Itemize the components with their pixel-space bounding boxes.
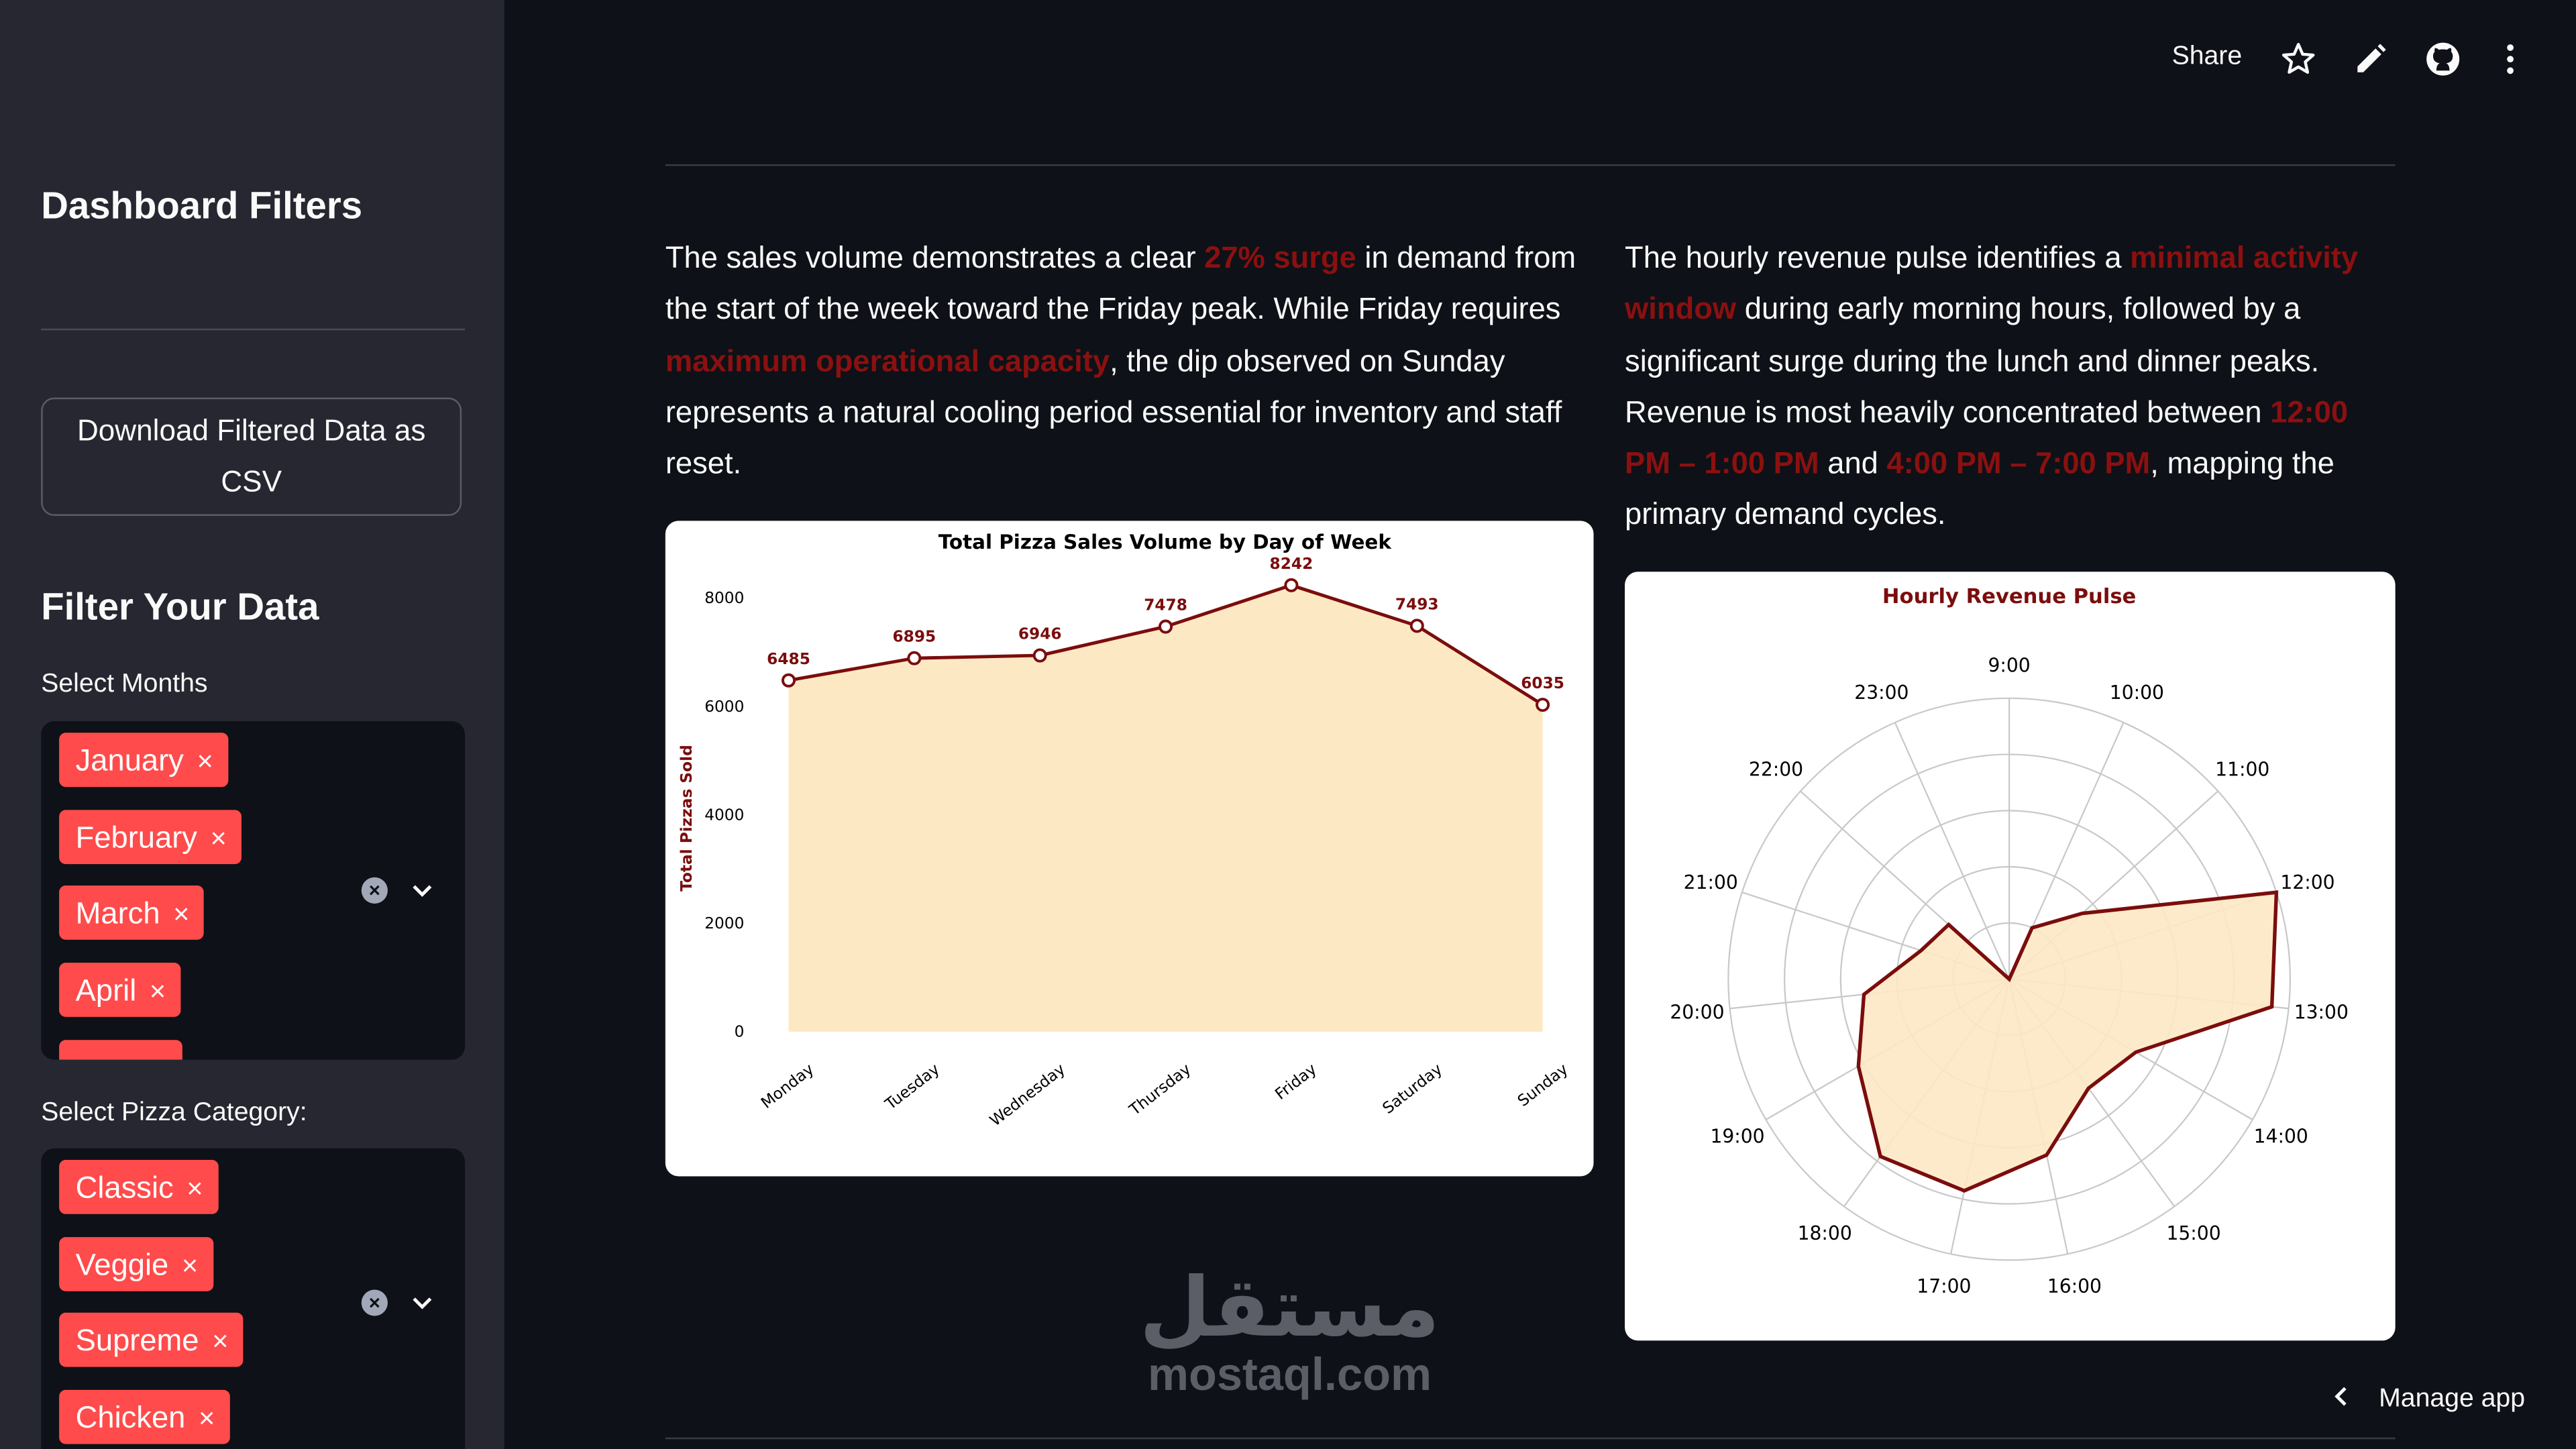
hour-label: 21:00 [1683, 871, 1738, 894]
chip-label: Supreme [75, 1322, 199, 1357]
months-multiselect[interactable] [41, 721, 465, 1059]
month-chip-march[interactable] [59, 885, 204, 940]
text-segment: The sales volume demonstrates a clear [665, 239, 1205, 274]
manage-app-label: Manage app [2379, 1385, 2526, 1413]
edit-icon[interactable] [2351, 40, 2391, 79]
hour-label: 22:00 [1748, 758, 1804, 781]
y-tick-label: 0 [734, 1022, 745, 1041]
x-tick-label: Saturday [1379, 1060, 1446, 1118]
month-chip-january[interactable] [59, 733, 228, 787]
chip-label: Veggie [75, 1246, 169, 1282]
x-tick-label: Sunday [1514, 1060, 1572, 1111]
y-axis-label: Total Pizzas Sold [678, 745, 696, 892]
sales-by-day-chart [665, 521, 1594, 1176]
y-tick-label: 4000 [704, 806, 745, 824]
watermark-arabic: مستقل [1139, 1260, 1440, 1356]
text-segment: and [1819, 445, 1887, 480]
watermark-latin: mostaql.com [1147, 1348, 1432, 1400]
x-tick-label: Wednesday [986, 1060, 1069, 1130]
data-point [1411, 620, 1423, 631]
month-chip-partial[interactable] [59, 1040, 182, 1059]
text-segment: , the dip observed on Sunday represents a natural cooling period essential for inventory and staff reset. [665, 342, 1562, 480]
data-label: 6035 [1521, 674, 1564, 693]
hour-label: 20:00 [1670, 1001, 1725, 1024]
share-button[interactable]: Share [2171, 42, 2243, 71]
top-divider [665, 164, 2396, 166]
hour-label: 13:00 [2294, 1001, 2349, 1024]
hour-label: 12:00 [2280, 871, 2335, 894]
manage-app-button[interactable] [2330, 1385, 2525, 1415]
text-segment: during early morning hours, followed by a significant surge during the lunch and dinner peaks. Revenue is most heavily concentrated between [1625, 291, 2320, 429]
hourly-revenue-chart [1625, 572, 2396, 1340]
remove-chip-icon[interactable]: × [181, 1250, 199, 1282]
download-button-label-line1: Download Filtered Data as [76, 414, 426, 447]
watermark [1134, 1260, 1446, 1400]
hour-label: 14:00 [2253, 1125, 2308, 1148]
filter-heading: Filter Your Data [41, 584, 319, 628]
hour-label: 9:00 [1988, 654, 2031, 677]
revenue-series-shape [1858, 892, 2276, 1191]
hour-label: 16:00 [2047, 1275, 2102, 1297]
series-area [789, 585, 1543, 1032]
chip-label: April [75, 972, 137, 1008]
hour-label: 10:00 [2109, 682, 2164, 704]
category-chip-veggie[interactable] [59, 1237, 213, 1291]
download-button-label-line2: CSV [221, 465, 282, 498]
data-point [783, 675, 794, 686]
data-point [908, 653, 920, 664]
hour-label: 19:00 [1710, 1125, 1765, 1148]
data-point [1034, 649, 1046, 661]
chip-label: February [75, 820, 197, 855]
download-csv-button[interactable] [41, 398, 462, 516]
highlight-text: 12:00 PM – 1:00 PM [1625, 394, 2349, 480]
data-point [1285, 580, 1297, 591]
clear-categories-icon[interactable]: × [362, 1289, 388, 1316]
y-tick-label: 8000 [704, 589, 745, 608]
text-segment: , mapping the primary demand cycles. [1625, 445, 2334, 532]
category-label: Select Pizza Category: [41, 1099, 307, 1128]
text-segment: in demand from the start of the week toward the Friday peak. While Friday requires [665, 239, 1576, 326]
data-label: 7493 [1395, 595, 1439, 614]
category-chip-classic[interactable] [59, 1160, 217, 1214]
sales-by-day-chart-card [665, 521, 1594, 1176]
x-tick-label: Thursday [1126, 1060, 1195, 1120]
remove-chip-icon[interactable]: × [197, 745, 213, 777]
hour-label: 11:00 [2215, 758, 2270, 781]
month-chip-february[interactable] [59, 810, 241, 864]
chevron-down-icon[interactable] [411, 1291, 433, 1314]
star-icon[interactable] [2279, 40, 2318, 79]
data-point [1160, 621, 1171, 632]
data-label: 7478 [1144, 596, 1187, 614]
remove-chip-icon[interactable]: × [212, 1326, 229, 1357]
remove-chip-icon[interactable]: × [210, 822, 227, 855]
clear-months-icon[interactable]: × [362, 877, 388, 904]
data-label: 6895 [892, 627, 936, 646]
x-tick-label: Friday [1271, 1060, 1320, 1104]
sales-volume-insight [665, 231, 1585, 488]
chip-label: Classic [75, 1169, 174, 1205]
sidebar [0, 0, 504, 1449]
highlight-text: 27% surge [1204, 239, 1356, 274]
more-vert-icon[interactable] [2491, 40, 2530, 79]
text-segment: The hourly revenue pulse identifies a [1625, 239, 2131, 274]
remove-chip-icon[interactable]: × [198, 1403, 215, 1434]
chip-label: March [75, 895, 160, 930]
chevron-down-icon[interactable] [411, 879, 433, 902]
highlight-text: 4:00 PM – 7:00 PM [1886, 445, 2151, 480]
bottom-divider [665, 1438, 2396, 1439]
data-label: 8242 [1269, 554, 1313, 573]
months-label: Select Months [41, 670, 208, 698]
y-tick-label: 6000 [704, 697, 745, 716]
chevron-left-icon [2330, 1385, 2353, 1408]
category-multiselect[interactable] [41, 1148, 465, 1449]
hour-label: 17:00 [1917, 1275, 1972, 1297]
category-chip-chicken[interactable] [59, 1390, 229, 1444]
data-label: 6485 [767, 649, 810, 668]
chip-label: January [75, 742, 184, 777]
sidebar-divider [41, 329, 465, 330]
data-label: 6946 [1018, 625, 1062, 643]
github-icon[interactable] [2423, 40, 2463, 79]
hourly-revenue-insight [1625, 231, 2400, 540]
sidebar-title: Dashboard Filters [41, 184, 363, 227]
y-tick-label: 2000 [704, 914, 745, 932]
data-point [1537, 699, 1548, 710]
chip-label: Chicken [75, 1399, 186, 1434]
hour-label: 15:00 [2166, 1222, 2221, 1244]
remove-chip-icon[interactable]: × [186, 1173, 203, 1205]
chart-title: Total Pizza Sales Volume by Day of Week [938, 530, 1391, 553]
x-tick-label: Tuesday [881, 1060, 943, 1114]
month-chip-april[interactable] [59, 963, 180, 1017]
hourly-revenue-chart-card [1625, 572, 2396, 1340]
highlight-text: minimal activity window [1625, 239, 2359, 326]
category-chip-supreme[interactable] [59, 1313, 243, 1367]
chart-title: Hourly Revenue Pulse [1882, 584, 2137, 608]
remove-chip-icon[interactable]: × [173, 898, 190, 930]
highlight-text: maximum operational capacity [665, 342, 1110, 378]
hour-label: 18:00 [1797, 1222, 1852, 1244]
x-tick-label: Monday [757, 1060, 818, 1112]
hour-label: 23:00 [1854, 682, 1909, 704]
remove-chip-icon[interactable]: × [149, 975, 166, 1008]
